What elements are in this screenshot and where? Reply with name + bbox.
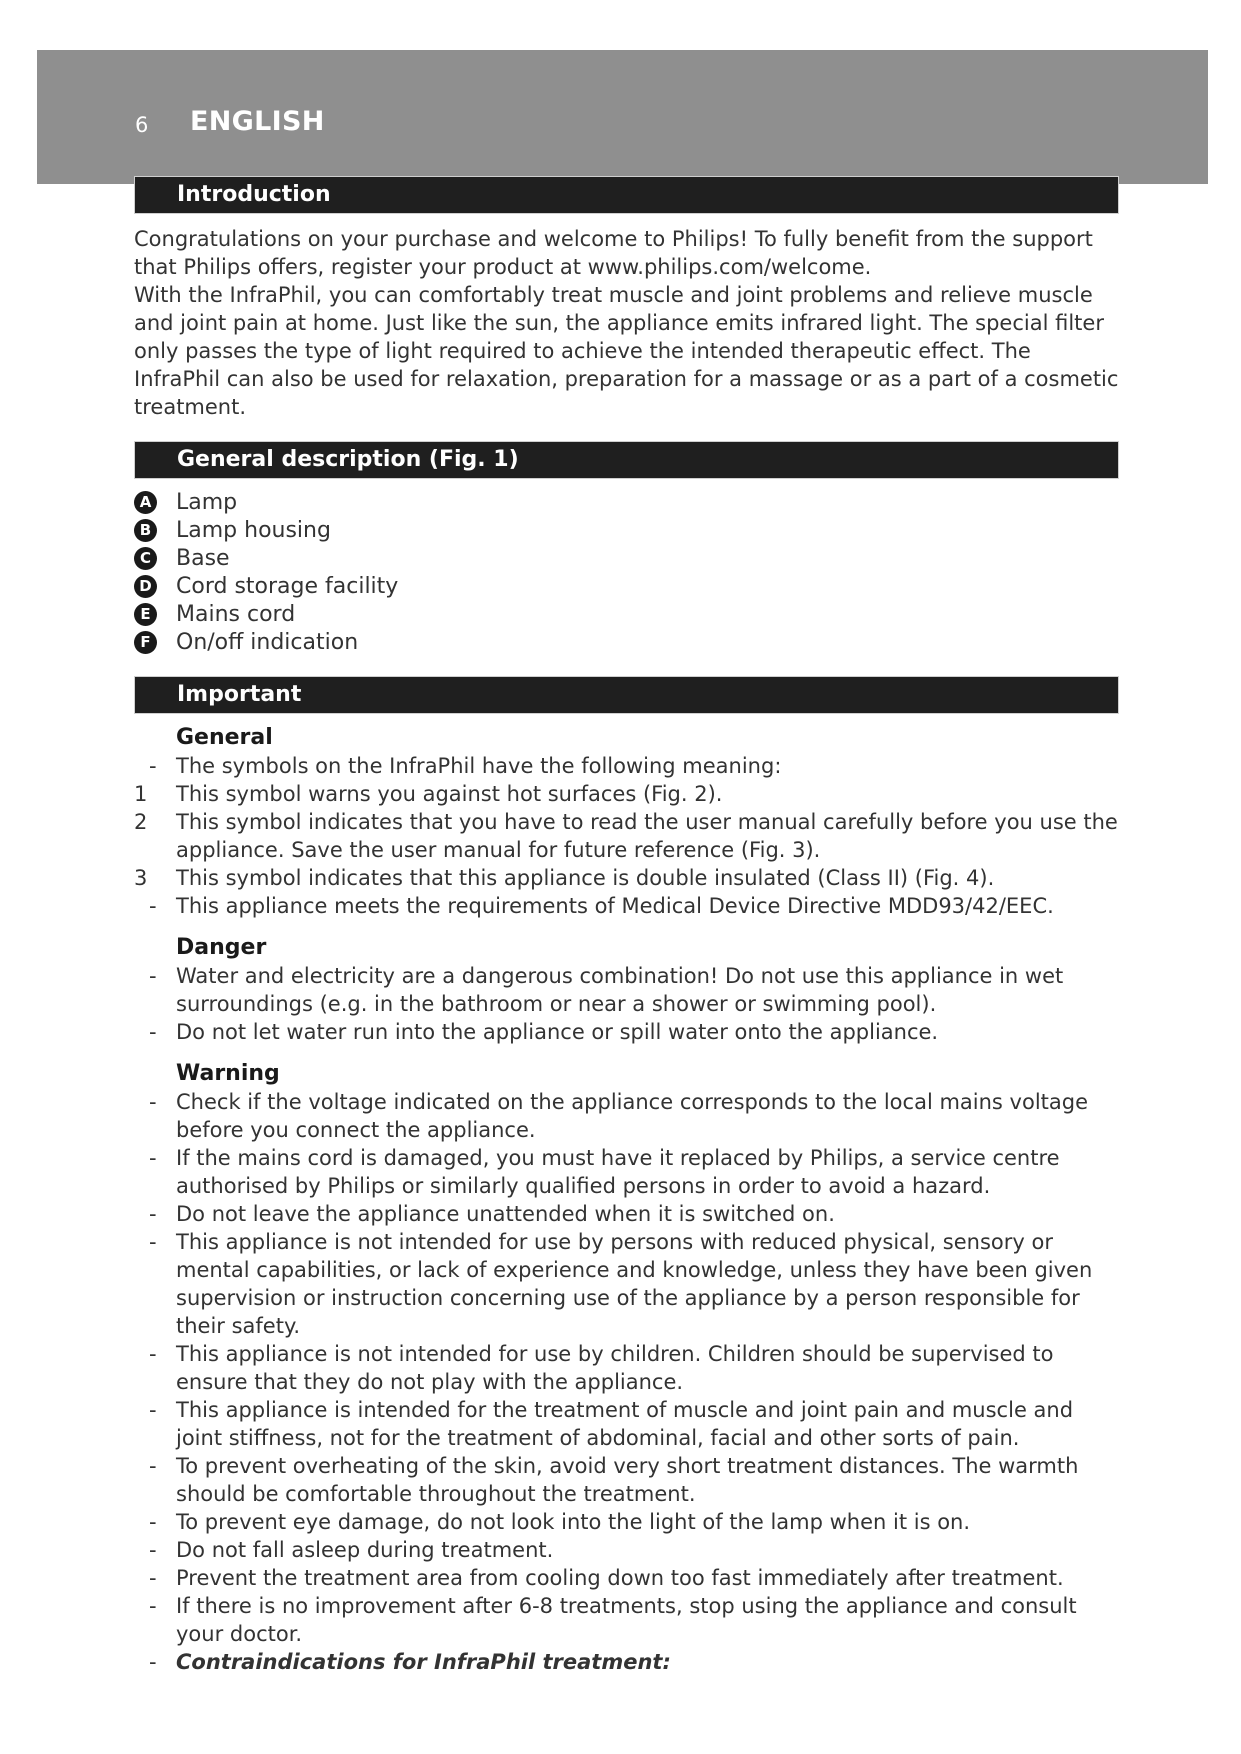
bullet-dash: - bbox=[149, 1454, 157, 1478]
list-item bbox=[134, 1592, 1119, 1648]
list-item bbox=[134, 1144, 1119, 1200]
document-content bbox=[134, 176, 1119, 1676]
list-item bbox=[134, 1340, 1119, 1396]
list-item bbox=[134, 1508, 1119, 1536]
part-letter-badge: A bbox=[134, 491, 157, 514]
part-letter-badge: E bbox=[134, 603, 157, 626]
bullet-dash: - bbox=[149, 1594, 157, 1618]
list-item bbox=[134, 488, 1119, 516]
list-item bbox=[134, 1396, 1119, 1452]
item-number: 3 bbox=[134, 866, 148, 890]
bullet-dash: - bbox=[149, 894, 157, 918]
list-item bbox=[134, 1200, 1119, 1228]
list-item bbox=[134, 962, 1119, 1018]
bullet-dash: - bbox=[149, 1398, 157, 1422]
part-letter-badge: C bbox=[134, 547, 157, 570]
list-item bbox=[134, 1088, 1119, 1144]
part-label: On/off indication bbox=[176, 629, 359, 655]
part-label: Lamp housing bbox=[176, 517, 331, 543]
item-text: This symbol warns you against hot surfaces (Fig. 2). bbox=[176, 782, 723, 806]
subheading-warning: Warning bbox=[176, 1061, 280, 1086]
bullet-dash: - bbox=[149, 1566, 157, 1590]
bullet-dash: - bbox=[149, 1342, 157, 1366]
part-label: Lamp bbox=[176, 489, 238, 515]
bullet-text: This appliance is not intended for use by children. Children should be supervised to ensure that they do not play with the appliance. bbox=[176, 1342, 1054, 1394]
bullet-text: This appliance is intended for the treatment of muscle and joint pain and muscle and joint stiffness, not for the treatment of abdominal, facial and other sorts of pain. bbox=[176, 1398, 1074, 1450]
list-item bbox=[134, 1536, 1119, 1564]
bullet-dash: - bbox=[149, 1538, 157, 1562]
list-item bbox=[134, 516, 1119, 544]
bullet-dash: - bbox=[149, 1510, 157, 1534]
numbered-item bbox=[134, 780, 1119, 808]
part-label: Base bbox=[176, 545, 230, 571]
bullet-dash: - bbox=[149, 754, 157, 778]
page-number: 6 bbox=[135, 113, 149, 137]
bullet-text: Check if the voltage indicated on the appliance corresponds to the local mains voltage before you connect the appliance. bbox=[176, 1090, 1089, 1142]
numbered-item bbox=[134, 808, 1119, 864]
bullet-text: Water and electricity are a dangerous combination! Do not use this appliance in wet surroundings (e.g. in the bathroom or near a shower or swimming pool). bbox=[176, 964, 1064, 1016]
part-letter-badge: B bbox=[134, 519, 157, 542]
part-letter-badge: F bbox=[134, 631, 157, 654]
subheading-general: General bbox=[176, 725, 273, 750]
bullet-text: To prevent eye damage, do not look into the light of the lamp when it is on. bbox=[176, 1510, 971, 1534]
part-label: Cord storage facility bbox=[176, 573, 399, 599]
bullet-text: Prevent the treatment area from cooling down too fast immediately after treatment. bbox=[176, 1566, 1064, 1590]
bullet-text: To prevent overheating of the skin, avoid very short treatment distances. The warmth should be comfortable throughout the treatment. bbox=[176, 1454, 1079, 1506]
bullet-text: Do not fall asleep during treatment. bbox=[176, 1538, 554, 1562]
item-number: 2 bbox=[134, 810, 148, 834]
bullet-dash: - bbox=[149, 1146, 157, 1170]
parts-list bbox=[134, 488, 1119, 656]
contraindications-heading: Contraindications for InfraPhil treatment: bbox=[176, 1650, 671, 1674]
bullet-dash: - bbox=[149, 1020, 157, 1044]
list-item bbox=[134, 544, 1119, 572]
list-item bbox=[134, 1648, 1119, 1676]
bullet-text: Do not let water run into the appliance or spill water onto the appliance. bbox=[176, 1020, 939, 1044]
bullet-dash: - bbox=[149, 1090, 157, 1114]
part-letter-badge: D bbox=[134, 575, 157, 598]
bullet-dash: - bbox=[149, 964, 157, 988]
bullet-text: The symbols on the InfraPhil have the following meaning: bbox=[176, 754, 782, 778]
item-text: This symbol indicates that this appliance is double insulated (Class II) (Fig. 4). bbox=[176, 866, 995, 890]
list-item bbox=[134, 1228, 1119, 1340]
bullet-text: Do not leave the appliance unattended when it is switched on. bbox=[176, 1202, 835, 1226]
list-item bbox=[134, 1018, 1119, 1046]
intro-paragraph-2: With the InfraPhil, you can comfortably treat muscle and joint problems and relieve muscle and joint pain at home. Just like the sun, the appliance emits infrared light. The special filter only passes the type of light required to achieve the intended therapeutic effect. The InfraPhil can also be used for relaxation, preparation for a massage or as a part of a cosmetic treatment. bbox=[134, 283, 1119, 419]
section-heading-introduction: Introduction bbox=[134, 176, 1119, 214]
list-item bbox=[134, 752, 1119, 780]
bullet-dash: - bbox=[149, 1202, 157, 1226]
list-item bbox=[134, 572, 1119, 600]
list-item bbox=[134, 1452, 1119, 1508]
bullet-dash: - bbox=[149, 1650, 157, 1674]
item-number: 1 bbox=[134, 782, 148, 806]
bullet-text: This appliance is not intended for use by persons with reduced physical, sensory or mental capabilities, or lack of experience and knowledge, unless they have been given supervision or instruction concerning use of the appliance by a person responsible for their safety. bbox=[176, 1230, 1093, 1338]
list-item bbox=[134, 600, 1119, 628]
numbered-item bbox=[134, 864, 1119, 892]
page-language-title: ENGLISH bbox=[190, 106, 325, 137]
section-heading-general-description: General description (Fig. 1) bbox=[134, 441, 1119, 479]
list-item bbox=[134, 628, 1119, 656]
bullet-text: This appliance meets the requirements of Medical Device Directive MDD93/42/EEC. bbox=[176, 894, 1054, 918]
part-label: Mains cord bbox=[176, 601, 296, 627]
item-text: This symbol indicates that you have to read the user manual carefully before you use the appliance. Save the user manual for future reference (Fig. 3). bbox=[176, 810, 1118, 862]
list-item bbox=[134, 892, 1119, 920]
bullet-text: If there is no improvement after 6-8 treatments, stop using the appliance and consult your doctor. bbox=[176, 1594, 1077, 1646]
intro-paragraph-1: Congratulations on your purchase and welcome to Philips! To fully benefit from the support that Philips offers, register your product at www.philips.com/welcome. bbox=[134, 227, 1093, 279]
list-item bbox=[134, 1564, 1119, 1592]
subheading-danger: Danger bbox=[176, 935, 267, 960]
bullet-text: If the mains cord is damaged, you must have it replaced by Philips, a service centre authorised by Philips or similarly qualified persons in order to avoid a hazard. bbox=[176, 1146, 1060, 1198]
section-heading-important: Important bbox=[134, 676, 1119, 714]
bullet-dash: - bbox=[149, 1230, 157, 1254]
